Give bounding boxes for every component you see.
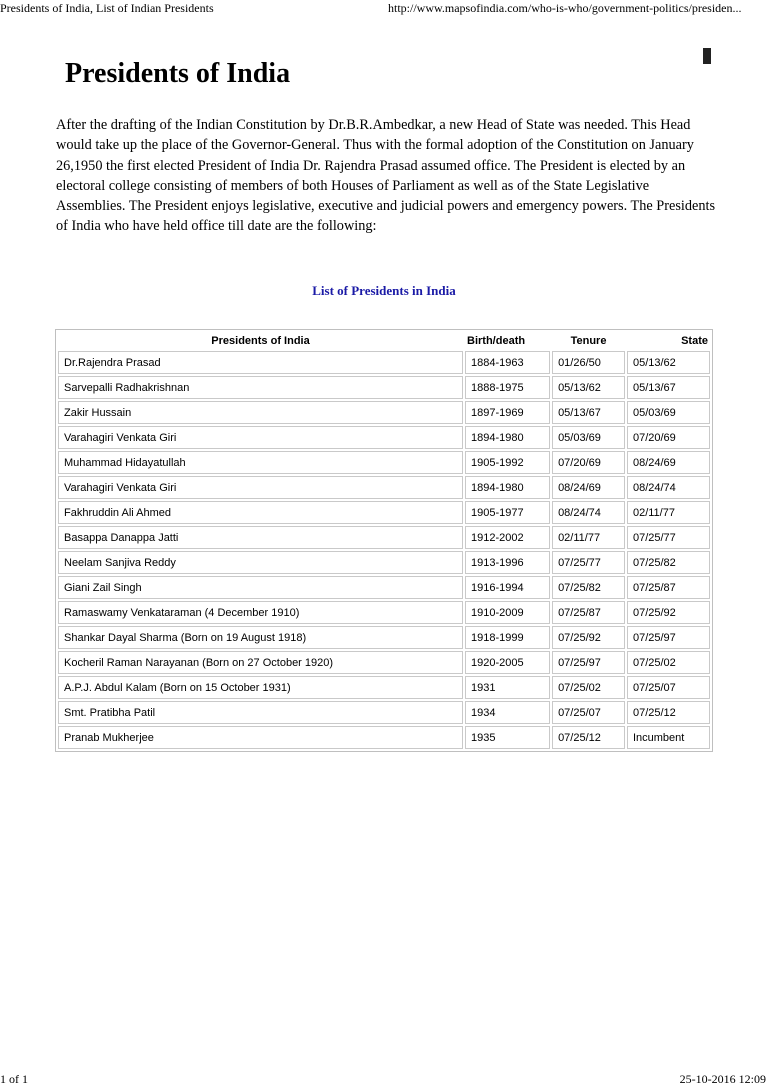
cell-state: 08/24/74 xyxy=(627,476,710,499)
table-row xyxy=(58,451,710,474)
cell-tenure: 07/25/97 xyxy=(552,651,625,674)
page-number: 1 of 1 xyxy=(0,1072,28,1086)
cell-tenure: 08/24/74 xyxy=(552,501,625,524)
cell-state: 07/25/87 xyxy=(627,576,710,599)
cell-tenure: 08/24/69 xyxy=(552,476,625,499)
cell-tenure: 02/11/77 xyxy=(552,526,625,549)
cell-birth-death: 1912-2002 xyxy=(465,526,550,549)
cell-tenure: 05/13/67 xyxy=(552,401,625,424)
cell-name: Sarvepalli Radhakrishnan xyxy=(58,376,463,399)
scroll-marker xyxy=(703,48,711,64)
intro-paragraph: After the drafting of the Indian Constitution by Dr.B.R.Ambedkar, a new Head of State was needed. This Head would take up the place of the Governor-General. Thus with the formal adoption of the Constitution on January 26,1950 the first elected President of India Dr. Rajendra Prasad assumed office. The President is elected by an electoral college consisting of members of both Houses of Parliament as well as of the State Legislative Assemblies. The President enjoys legislative, executive and judicial powers and emergency powers. The Presidents of India who have held office till date are the following: xyxy=(56,117,716,235)
table-row xyxy=(58,726,710,749)
print-timestamp: 25-10-2016 12:09 xyxy=(679,1072,766,1086)
table-row xyxy=(58,551,710,574)
column-header-name: Presidents of India xyxy=(211,334,310,347)
cell-birth-death: 1931 xyxy=(465,676,550,699)
cell-tenure: 07/25/92 xyxy=(552,626,625,649)
table-row xyxy=(58,351,710,374)
cell-state: 02/11/77 xyxy=(627,501,710,524)
cell-name: Dr.Rajendra Prasad xyxy=(58,351,463,374)
cell-birth-death: 1888-1975 xyxy=(465,376,550,399)
cell-tenure: 07/25/12 xyxy=(552,726,625,749)
cell-tenure: 07/20/69 xyxy=(552,451,625,474)
cell-state: 07/20/69 xyxy=(627,426,710,449)
cell-state: 07/25/02 xyxy=(627,651,710,674)
page-header-url: http://www.mapsofindia.com/who-is-who/government-politics/presiden... xyxy=(388,1,742,15)
table-row xyxy=(58,401,710,424)
cell-name: Smt. Pratibha Patil xyxy=(58,701,463,724)
cell-birth-death: 1918-1999 xyxy=(465,626,550,649)
cell-birth-death: 1935 xyxy=(465,726,550,749)
table-row xyxy=(58,676,710,699)
cell-name: Basappa Danappa Jatti xyxy=(58,526,463,549)
cell-state: 05/13/67 xyxy=(627,376,710,399)
cell-state: 07/25/12 xyxy=(627,701,710,724)
cell-name: Giani Zail Singh xyxy=(58,576,463,599)
table-row xyxy=(58,526,710,549)
table-row xyxy=(58,701,710,724)
page-header-title: Presidents of India, List of Indian Presidents xyxy=(0,1,214,15)
cell-birth-death: 1913-1996 xyxy=(465,551,550,574)
cell-birth-death: 1905-1977 xyxy=(465,501,550,524)
cell-birth-death: 1894-1980 xyxy=(465,426,550,449)
cell-tenure: 07/25/02 xyxy=(552,676,625,699)
cell-tenure: 07/25/87 xyxy=(552,601,625,624)
cell-name: Kocheril Raman Narayanan (Born on 27 October 1920) xyxy=(58,651,463,674)
table-row xyxy=(58,476,710,499)
cell-state: 07/25/77 xyxy=(627,526,710,549)
table-row xyxy=(58,601,710,624)
cell-birth-death: 1897-1969 xyxy=(465,401,550,424)
cell-tenure: 05/13/62 xyxy=(552,376,625,399)
cell-state: 07/25/97 xyxy=(627,626,710,649)
cell-name: Varahagiri Venkata Giri xyxy=(58,426,463,449)
cell-birth-death: 1910-2009 xyxy=(465,601,550,624)
table-header-row xyxy=(58,332,710,349)
cell-name: Fakhruddin Ali Ahmed xyxy=(58,501,463,524)
cell-tenure: 07/25/82 xyxy=(552,576,625,599)
cell-birth-death: 1905-1992 xyxy=(465,451,550,474)
table-row xyxy=(58,376,710,399)
cell-state: 07/25/92 xyxy=(627,601,710,624)
cell-tenure: 05/03/69 xyxy=(552,426,625,449)
table-row xyxy=(58,626,710,649)
cell-birth-death: 1916-1994 xyxy=(465,576,550,599)
cell-birth-death: 1884-1963 xyxy=(465,351,550,374)
cell-name: A.P.J. Abdul Kalam (Born on 15 October 1931) xyxy=(58,676,463,699)
cell-state: 05/03/69 xyxy=(627,401,710,424)
cell-tenure: 07/25/77 xyxy=(552,551,625,574)
cell-name: Neelam Sanjiva Reddy xyxy=(58,551,463,574)
table-row xyxy=(58,651,710,674)
cell-state: 08/24/69 xyxy=(627,451,710,474)
list-title: List of Presidents in India xyxy=(312,283,456,298)
cell-state: 07/25/07 xyxy=(627,676,710,699)
column-header-tenure: Tenure xyxy=(570,334,607,347)
table-row xyxy=(58,501,710,524)
cell-name: Varahagiri Venkata Giri xyxy=(58,476,463,499)
column-header-state: State xyxy=(681,334,708,347)
column-header-birth-death: Birth/death xyxy=(467,334,526,347)
cell-name: Ramaswamy Venkataraman (4 December 1910) xyxy=(58,601,463,624)
table-row xyxy=(58,426,710,449)
cell-name: Muhammad Hidayatullah xyxy=(58,451,463,474)
cell-tenure: 07/25/07 xyxy=(552,701,625,724)
cell-birth-death: 1894-1980 xyxy=(465,476,550,499)
cell-state: Incumbent xyxy=(627,726,710,749)
cell-birth-death: 1920-2005 xyxy=(465,651,550,674)
cell-name: Pranab Mukherjee xyxy=(58,726,463,749)
page-title: Presidents of India xyxy=(65,58,291,89)
table-row xyxy=(58,576,710,599)
cell-state: 07/25/82 xyxy=(627,551,710,574)
cell-tenure: 01/26/50 xyxy=(552,351,625,374)
presidents-table xyxy=(55,329,713,752)
cell-birth-death: 1934 xyxy=(465,701,550,724)
cell-state: 05/13/62 xyxy=(627,351,710,374)
cell-name: Zakir Hussain xyxy=(58,401,463,424)
cell-name: Shankar Dayal Sharma (Born on 19 August 1918) xyxy=(58,626,463,649)
